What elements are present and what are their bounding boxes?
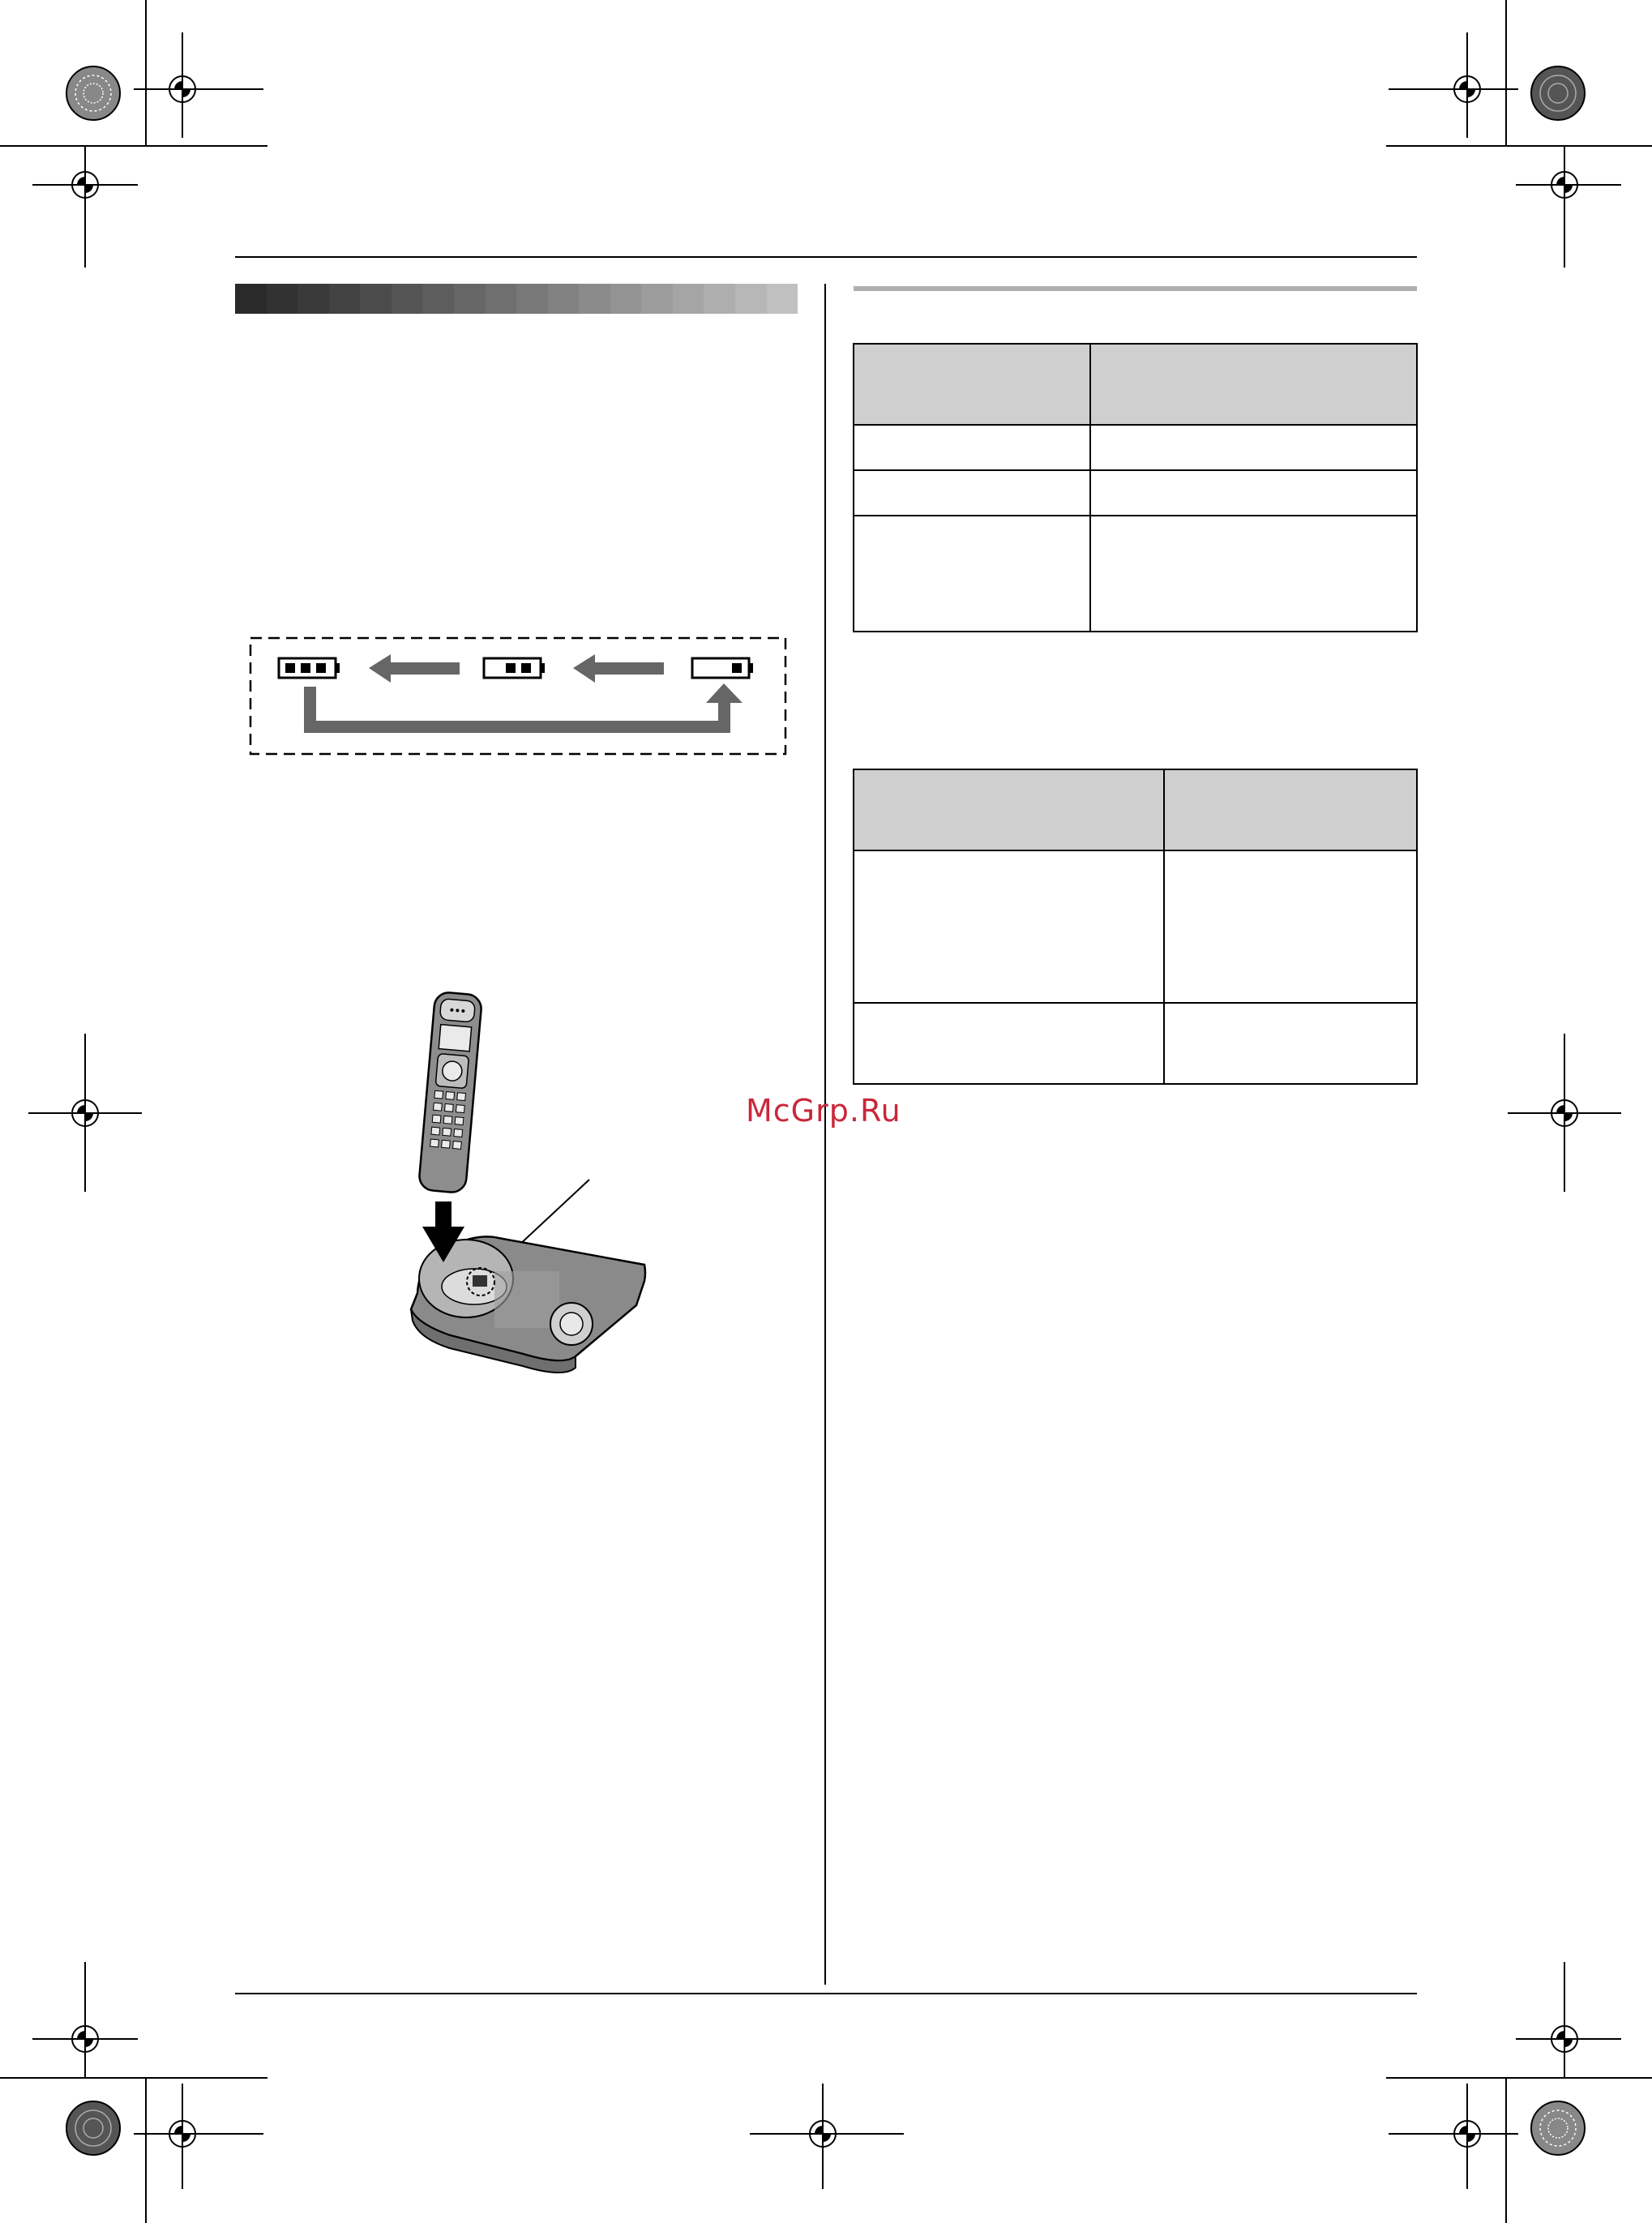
rosette-top-right	[1531, 66, 1585, 120]
table-header-cell	[1164, 769, 1417, 850]
table-row	[854, 516, 1417, 632]
watermark: McGrp.Ru	[746, 1093, 901, 1129]
table-cell	[1090, 470, 1417, 516]
table-cell	[854, 1003, 1164, 1084]
table-cell	[854, 850, 1164, 1003]
table-cell	[1164, 850, 1417, 1003]
rosette-bottom-right	[1531, 2101, 1585, 2155]
return-arrow-icon	[304, 683, 743, 733]
section-header-bar	[235, 284, 798, 314]
battery-full-icon	[279, 658, 340, 678]
table-cell	[1164, 1003, 1417, 1084]
footer-rule	[235, 1993, 1417, 1994]
table-cell	[1090, 516, 1417, 632]
handset-icon	[418, 992, 482, 1193]
table-header-cell	[854, 344, 1090, 425]
battery-low-icon	[692, 658, 753, 678]
table-2	[853, 769, 1418, 1085]
column-divider	[824, 284, 826, 1985]
table-header-row	[854, 344, 1417, 425]
charging-illustration	[401, 985, 677, 1390]
table-header-cell	[854, 769, 1164, 850]
table-header-row	[854, 769, 1417, 850]
table-cell	[1090, 425, 1417, 470]
table-cell	[854, 470, 1090, 516]
battery-cycle-diagram	[249, 636, 788, 756]
table-1	[853, 343, 1418, 632]
table-cell	[854, 425, 1090, 470]
rosette-top-left	[66, 66, 120, 120]
header-rule	[235, 256, 1417, 258]
table-row	[854, 470, 1417, 516]
table-header-cell	[1090, 344, 1417, 425]
table-cell	[854, 516, 1090, 632]
left-arrow-icon	[369, 654, 460, 683]
table-row	[854, 1003, 1417, 1084]
subsection-rule	[854, 286, 1417, 291]
left-arrow-icon	[573, 654, 664, 683]
table-row	[854, 425, 1417, 470]
rosette-bottom-left	[66, 2101, 120, 2155]
table-row	[854, 850, 1417, 1003]
battery-medium-icon	[484, 658, 545, 678]
